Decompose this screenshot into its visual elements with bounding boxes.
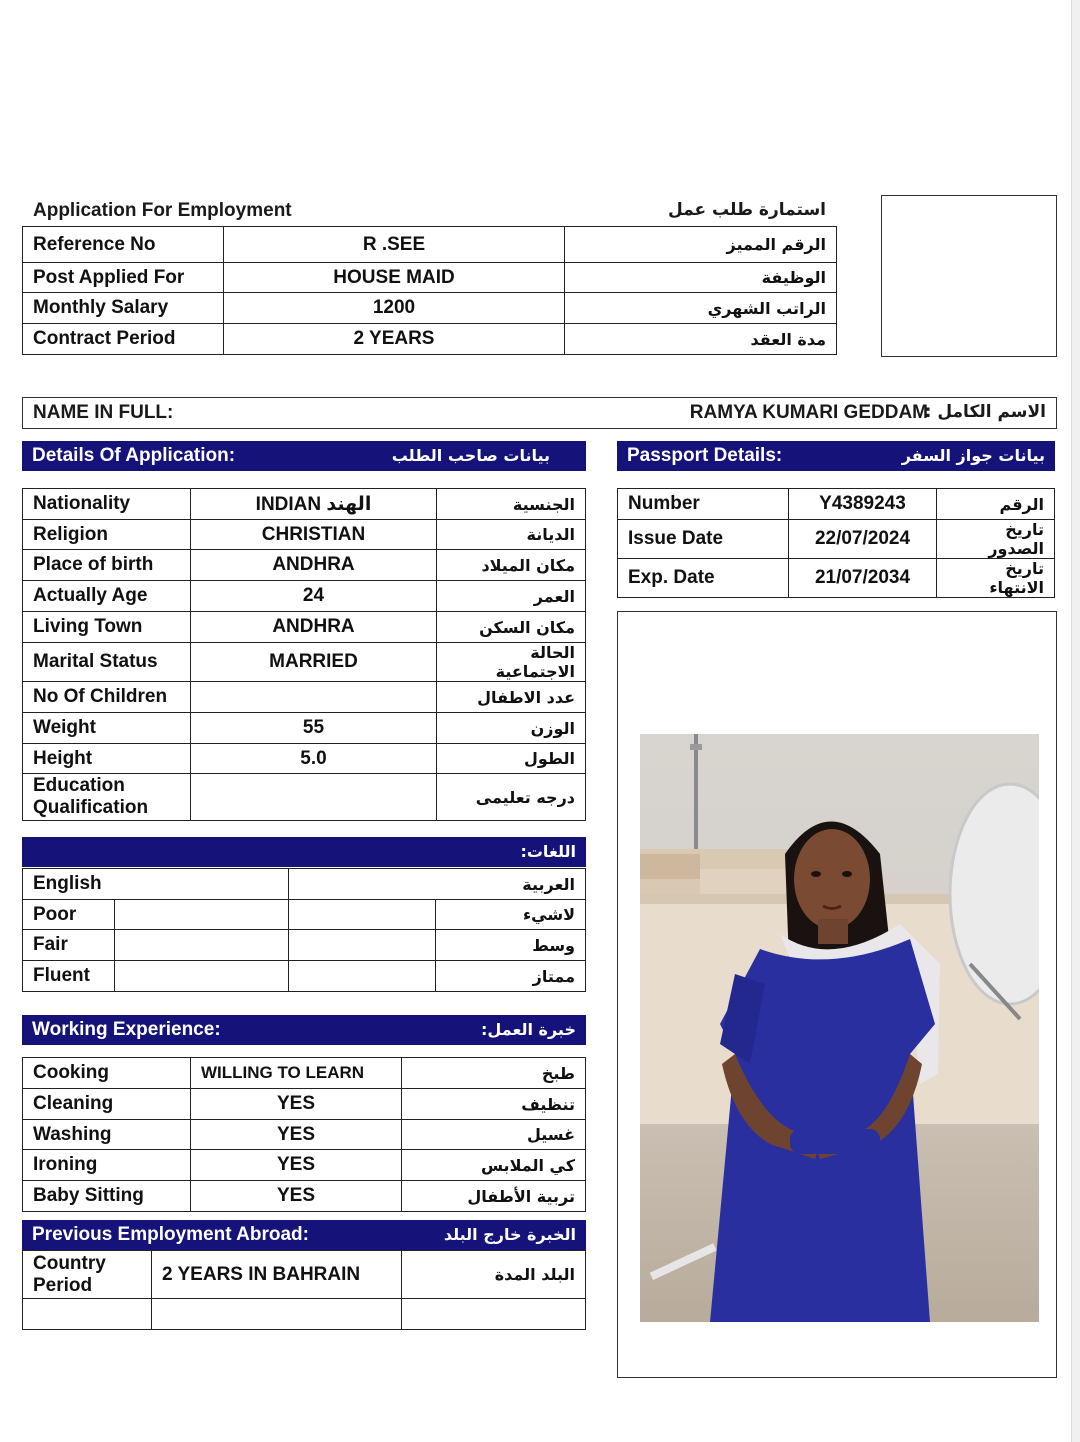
table-row bbox=[23, 324, 837, 355]
name-label-arabic: الاسم الكامل : bbox=[924, 402, 1046, 422]
birthplace-label-arabic: مكان الميلاد bbox=[437, 550, 586, 581]
table-row bbox=[23, 1150, 586, 1181]
country-label: Country bbox=[33, 1252, 106, 1274]
name-value: RAMYA KUMARI GEDDAM bbox=[689, 402, 928, 423]
passport-title-arabic: بيانات جواز السفر bbox=[901, 446, 1045, 465]
passport-title: Passport Details: bbox=[627, 445, 783, 466]
baby-sitting-label: Baby Sitting bbox=[23, 1181, 191, 1212]
experience-header-bar bbox=[22, 1015, 586, 1045]
country-period-label-arabic: البلد المدة bbox=[402, 1251, 586, 1299]
education-label-arabic: درجه تعليمى bbox=[437, 774, 586, 821]
height-label: Height bbox=[23, 744, 191, 774]
washing-value: YES bbox=[191, 1120, 402, 1150]
languages-title-arabic: اللغات: bbox=[520, 842, 576, 861]
fluent-label-arabic: ممتاز bbox=[436, 961, 586, 992]
english-label: English bbox=[23, 869, 289, 900]
salary-value: 1200 bbox=[224, 293, 565, 324]
empty-cell bbox=[23, 1299, 152, 1330]
top-info-table bbox=[22, 226, 837, 355]
table-row bbox=[23, 1251, 586, 1299]
previous-employment-table bbox=[22, 1250, 586, 1330]
form-title: Application For Employment bbox=[33, 200, 292, 221]
fluent-english-cell bbox=[115, 961, 289, 992]
nationality-label: Nationality bbox=[23, 489, 191, 520]
education-value bbox=[191, 774, 437, 821]
children-value bbox=[191, 682, 437, 713]
passport-number-label-arabic: الرقم bbox=[937, 489, 1055, 520]
fair-label: Fair bbox=[23, 930, 115, 961]
passport-number-value: Y4389243 bbox=[789, 489, 937, 520]
table-row bbox=[618, 489, 1055, 520]
table-row bbox=[23, 900, 586, 930]
table-row bbox=[23, 1299, 586, 1330]
name-label: NAME IN FULL: bbox=[33, 402, 174, 423]
table-row bbox=[23, 1120, 586, 1150]
poor-label: Poor bbox=[23, 900, 115, 930]
experience-title: Working Experience: bbox=[32, 1019, 221, 1040]
reference-value: R .SEE bbox=[224, 227, 565, 263]
previous-employment-value: 2 YEARS IN BAHRAIN bbox=[152, 1251, 402, 1299]
reference-label: Reference No bbox=[23, 227, 224, 263]
ironing-label-arabic: كي الملابس bbox=[402, 1150, 586, 1181]
empty-cell bbox=[402, 1299, 586, 1330]
education-label-line1: Education bbox=[33, 775, 125, 796]
previous-employment-title: Previous Employment Abroad: bbox=[32, 1224, 309, 1245]
children-label: No Of Children bbox=[23, 682, 191, 713]
poor-arabic-cell bbox=[289, 900, 436, 930]
marital-label-arabic: الحالة الاجتماعية bbox=[437, 643, 586, 682]
height-value: 5.0 bbox=[191, 744, 437, 774]
fair-english-cell bbox=[115, 930, 289, 961]
post-label: Post Applied For bbox=[23, 263, 224, 293]
exp-date-label: Exp. Date bbox=[618, 559, 789, 598]
details-title-arabic: بيانات صاحب الطلب bbox=[391, 446, 550, 465]
nationality-value: INDIAN الهند bbox=[191, 489, 437, 520]
age-label: Actually Age bbox=[23, 581, 191, 612]
exp-date-label-arabic: تاريخ الانتهاء bbox=[937, 559, 1055, 598]
fair-label-arabic: وسط bbox=[436, 930, 586, 961]
details-header-bar bbox=[22, 441, 586, 471]
table-row bbox=[23, 612, 586, 643]
table-row bbox=[23, 774, 586, 821]
religion-label-arabic: الديانة bbox=[437, 520, 586, 550]
salary-label: Monthly Salary bbox=[23, 293, 224, 324]
country-period-label bbox=[23, 1251, 152, 1299]
previous-employment-title-arabic: الخبرة خارج البلد bbox=[443, 1225, 576, 1244]
cooking-label-arabic: طبخ bbox=[402, 1058, 586, 1089]
experience-table bbox=[22, 1057, 586, 1212]
post-label-arabic: الوظيفة bbox=[565, 263, 837, 293]
cleaning-label: Cleaning bbox=[23, 1089, 191, 1120]
town-value: ANDHRA bbox=[191, 612, 437, 643]
education-label bbox=[23, 774, 191, 821]
washing-label: Washing bbox=[23, 1120, 191, 1150]
table-row bbox=[23, 1058, 586, 1089]
table-row bbox=[23, 520, 586, 550]
table-row bbox=[23, 263, 837, 293]
poor-label-arabic: لاشيء bbox=[436, 900, 586, 930]
marital-value: MARRIED bbox=[191, 643, 437, 682]
passport-table bbox=[617, 488, 1055, 598]
table-row bbox=[23, 961, 586, 992]
name-row bbox=[22, 397, 1057, 429]
issue-date-label: Issue Date bbox=[618, 520, 789, 559]
table-row bbox=[618, 520, 1055, 559]
table-row bbox=[23, 930, 586, 961]
table-row bbox=[23, 713, 586, 744]
photo-placeholder-box bbox=[881, 195, 1057, 357]
table-row bbox=[23, 489, 586, 520]
applicant-photo bbox=[640, 734, 1039, 1322]
weight-label-arabic: الوزن bbox=[437, 713, 586, 744]
height-label-arabic: الطول bbox=[437, 744, 586, 774]
passport-header-bar bbox=[617, 441, 1055, 471]
cooking-label: Cooking bbox=[23, 1058, 191, 1089]
children-label-arabic: عدد الاطفال bbox=[437, 682, 586, 713]
period-label: Period bbox=[33, 1274, 93, 1296]
birthplace-label: Place of birth bbox=[23, 550, 191, 581]
table-row bbox=[618, 559, 1055, 598]
nationality-label-arabic: الجنسية bbox=[437, 489, 586, 520]
salary-label-arabic: الراتب الشهري bbox=[565, 293, 837, 324]
table-row bbox=[23, 293, 837, 324]
scrollbar[interactable] bbox=[1071, 0, 1080, 1442]
ironing-label: Ironing bbox=[23, 1150, 191, 1181]
fluent-arabic-cell bbox=[289, 961, 436, 992]
fair-arabic-cell bbox=[289, 930, 436, 961]
religion-value: CHRISTIAN bbox=[191, 520, 437, 550]
post-value: HOUSE MAID bbox=[224, 263, 565, 293]
table-row bbox=[23, 1181, 586, 1212]
cleaning-label-arabic: تنظيف bbox=[402, 1089, 586, 1120]
table-row bbox=[23, 581, 586, 612]
table-row bbox=[23, 643, 586, 682]
issue-date-label-arabic: تاريخ الصدور bbox=[937, 520, 1055, 559]
table-row bbox=[23, 682, 586, 713]
details-table bbox=[22, 488, 586, 821]
form-title-arabic: استمارة طلب عمل bbox=[667, 200, 826, 220]
age-value: 24 bbox=[191, 581, 437, 612]
town-label-arabic: مكان السكن bbox=[437, 612, 586, 643]
town-label: Living Town bbox=[23, 612, 191, 643]
marital-label: Marital Status bbox=[23, 643, 191, 682]
table-row bbox=[23, 744, 586, 774]
table-row bbox=[23, 227, 837, 263]
details-title: Details Of Application: bbox=[32, 445, 236, 466]
weight-value: 55 bbox=[191, 713, 437, 744]
birthplace-value: ANDHRA bbox=[191, 550, 437, 581]
empty-cell bbox=[152, 1299, 402, 1330]
weight-label: Weight bbox=[23, 713, 191, 744]
education-label-line2: Qualification bbox=[33, 797, 149, 818]
contract-value: 2 YEARS bbox=[224, 324, 565, 355]
languages-table bbox=[22, 868, 586, 992]
ironing-value: YES bbox=[191, 1150, 402, 1181]
issue-date-value: 22/07/2024 bbox=[789, 520, 937, 559]
arabic-language-label: العربية bbox=[289, 869, 586, 900]
table-row bbox=[23, 550, 586, 581]
languages-header-bar bbox=[22, 837, 586, 867]
cleaning-value: YES bbox=[191, 1089, 402, 1120]
washing-label-arabic: غسيل bbox=[402, 1120, 586, 1150]
table-row bbox=[23, 1089, 586, 1120]
fluent-label: Fluent bbox=[23, 961, 115, 992]
reference-label-arabic: الرقم المميز bbox=[565, 227, 837, 263]
exp-date-value: 21/07/2034 bbox=[789, 559, 937, 598]
cooking-value: WILLING TO LEARN bbox=[191, 1058, 402, 1089]
experience-title-arabic: خبرة العمل: bbox=[481, 1020, 576, 1039]
contract-label-arabic: مدة العقد bbox=[565, 324, 837, 355]
poor-english-cell bbox=[115, 900, 289, 930]
previous-employment-header-bar bbox=[22, 1220, 586, 1250]
baby-sitting-value: YES bbox=[191, 1181, 402, 1212]
baby-sitting-label-arabic: تربية الأطفال bbox=[402, 1181, 586, 1212]
table-row bbox=[23, 869, 586, 900]
religion-label: Religion bbox=[23, 520, 191, 550]
contract-label: Contract Period bbox=[23, 324, 224, 355]
age-label-arabic: العمر bbox=[437, 581, 586, 612]
passport-number-label: Number bbox=[618, 489, 789, 520]
